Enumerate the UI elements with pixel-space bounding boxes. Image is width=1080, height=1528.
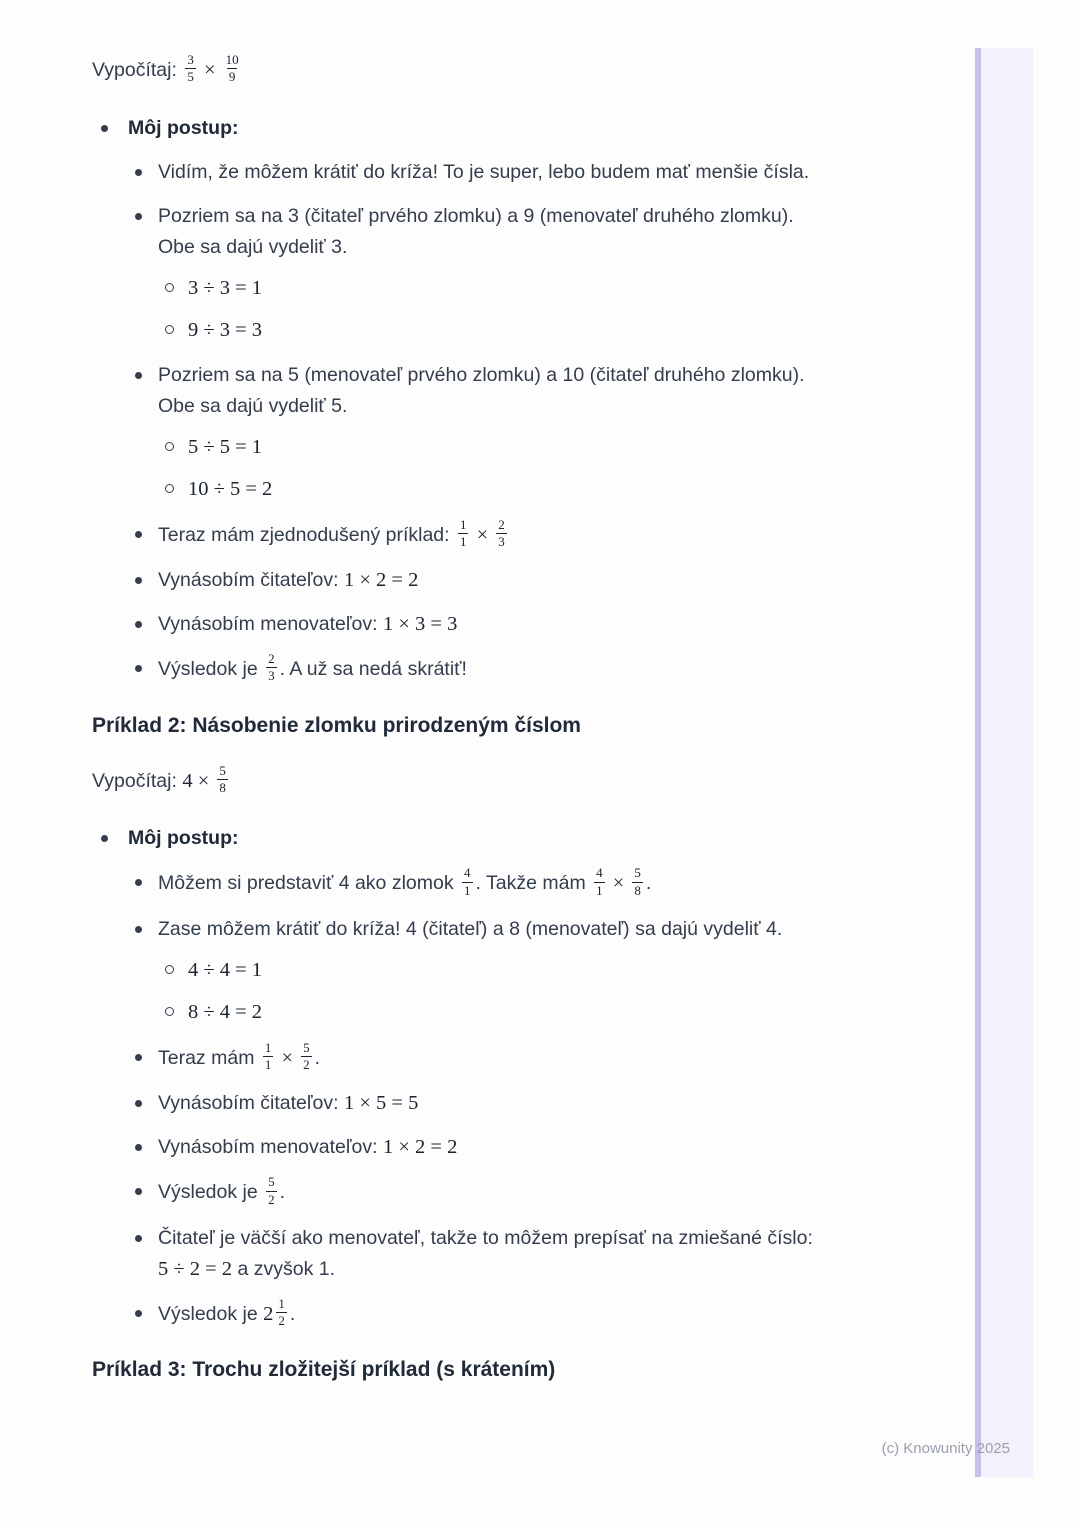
hollow-bullet-icon — [165, 965, 174, 974]
text-run: Vypočítaj: — [92, 769, 183, 792]
list-item-text — [128, 113, 816, 144]
fraction-numerator: 10 — [225, 52, 239, 67]
hollow-bullet-icon — [165, 1007, 174, 1016]
text-run: Vynásobím čitateľov: — [158, 1092, 344, 1115]
bullet-marker — [165, 477, 188, 501]
math-run: 3 ÷ 3 = 1 — [188, 276, 263, 299]
text-run: Pozriem sa na 3 (čitateľ prvého zlomku) a 9 (menovateľ druhého zlomku). Obe sa dajú vydeliť 3. — [158, 204, 794, 258]
list-item — [92, 914, 816, 945]
math-run: 1 × 2 = 2 — [343, 569, 419, 591]
text-run: . — [279, 1181, 286, 1204]
text-run: a zvyšok 1. — [232, 1257, 336, 1280]
text-run: Vidím, že môžem krátiť do kríža! To je super, lebo budem mať menšie čísla. — [158, 160, 810, 183]
bullet-marker — [135, 360, 158, 422]
list-item — [92, 157, 816, 188]
math-run: × — [607, 872, 630, 895]
bullet-icon — [135, 531, 142, 538]
fraction-denominator: 1 — [464, 882, 471, 898]
fraction — [217, 763, 228, 797]
fraction — [496, 517, 507, 551]
text-run: . A už sa nedá skrátiť! — [279, 657, 467, 680]
text-run: Môžem si predstaviť 4 ako zlomok — [158, 872, 460, 895]
bullet-icon — [135, 665, 142, 672]
list-item-text — [158, 360, 816, 422]
list-item — [92, 516, 816, 553]
bullet-marker — [135, 653, 158, 687]
fraction-numerator: 1 — [459, 516, 467, 532]
fraction — [301, 1040, 312, 1074]
fraction-denominator: 9 — [228, 69, 236, 85]
bullet-icon — [135, 1100, 142, 1107]
list-item-text — [188, 477, 816, 501]
text-run: . — [289, 1302, 296, 1325]
text-run: Čitateľ je väčší ako menovateľ, takže to môžem prepísať na zmiešané číslo: — [158, 1226, 813, 1249]
fraction-numerator: 1 — [278, 1295, 285, 1311]
fraction-numerator: 5 — [634, 865, 641, 881]
fraction — [462, 865, 473, 899]
math-run: 9 ÷ 3 = 3 — [188, 318, 263, 341]
fraction — [266, 1174, 277, 1208]
math-run: 2 — [263, 1302, 274, 1325]
list-item — [92, 1132, 816, 1163]
fraction-denominator: 3 — [498, 533, 505, 549]
bullet-icon — [135, 1310, 142, 1317]
fraction-denominator: 3 — [268, 668, 275, 684]
list-item — [92, 360, 816, 422]
bullet-icon — [101, 835, 108, 842]
hollow-bullet-icon — [165, 442, 174, 451]
text-run: Môj postup: — [128, 827, 239, 850]
list-item-text — [158, 1295, 816, 1332]
bullet-icon — [135, 926, 142, 933]
list-item — [92, 653, 816, 687]
math-run: × — [471, 523, 494, 546]
task-1 — [92, 54, 816, 88]
list-item — [92, 823, 816, 854]
list-item — [92, 318, 816, 342]
fraction-denominator: 1 — [596, 882, 603, 898]
text-run: Výsledok je — [158, 657, 264, 680]
fraction-denominator: 2 — [278, 1313, 285, 1329]
fraction — [185, 52, 196, 86]
math-run: 1 × 3 = 3 — [383, 613, 458, 635]
math-run: × — [276, 1046, 299, 1069]
hollow-bullet-icon — [165, 325, 174, 334]
math-run: 4 × — [182, 769, 215, 792]
list-item-text — [158, 201, 816, 263]
fraction — [632, 865, 643, 899]
fraction-numerator: 5 — [268, 1174, 275, 1190]
fraction-denominator: 2 — [268, 1191, 275, 1207]
bullet-marker — [165, 958, 188, 982]
list-item-text — [158, 653, 816, 687]
list-item-text — [158, 1132, 816, 1163]
fraction — [266, 651, 277, 685]
text-run: Vynásobím menovateľov: — [158, 613, 383, 635]
math-run: 10 ÷ 5 = 2 — [188, 477, 273, 500]
list-item — [92, 565, 816, 596]
math-run: × — [198, 58, 221, 81]
list-item — [92, 1223, 816, 1285]
list-item-text — [128, 823, 816, 854]
list-item-text — [158, 609, 816, 640]
list-item-text — [188, 276, 816, 300]
list-item — [92, 113, 816, 144]
bullet-marker — [135, 157, 158, 188]
list-item — [92, 1176, 816, 1210]
bullet-icon — [135, 1144, 142, 1151]
math-run: 8 ÷ 4 = 2 — [188, 1000, 263, 1023]
fraction-denominator: 5 — [187, 69, 194, 85]
fraction-denominator: 1 — [264, 1057, 272, 1073]
fraction-numerator: 1 — [264, 1039, 272, 1055]
bullet-marker — [135, 867, 158, 901]
math-run: 5 ÷ 5 = 1 — [188, 435, 263, 458]
text-run: . Takže mám — [475, 872, 592, 895]
document-content — [92, 40, 816, 1410]
fraction-numerator: 2 — [268, 651, 275, 666]
bullet-icon — [101, 125, 108, 132]
steps-example-2 — [92, 823, 816, 1331]
list-item — [92, 1088, 816, 1119]
page-edge-accent-panel — [975, 48, 1033, 1477]
example-3-heading: Príklad 3: Trochu zložitejší príklad (s krátením) — [92, 1358, 556, 1382]
bullet-icon — [135, 372, 142, 379]
hollow-bullet-icon — [165, 484, 174, 493]
fraction — [458, 517, 469, 551]
bullet-marker — [135, 519, 158, 553]
fraction-numerator: 5 — [303, 1039, 310, 1055]
text-run: Teraz mám — [158, 1046, 260, 1069]
math-run: 5 ÷ 2 = 2 — [158, 1257, 233, 1280]
list-item-text — [188, 1000, 816, 1024]
bullet-icon — [135, 213, 142, 220]
list-item — [92, 609, 816, 640]
list-item — [92, 276, 816, 300]
list-item-text — [158, 1176, 816, 1210]
bullet-marker — [165, 435, 188, 459]
text-run: Teraz mám zjednodušený príklad: — [158, 523, 455, 546]
bullet-marker — [165, 276, 188, 300]
fraction — [263, 1040, 274, 1074]
bullet-marker — [135, 1176, 158, 1210]
list-item-text — [158, 157, 816, 188]
fraction — [276, 1296, 287, 1330]
math-run: 1 × 5 = 5 — [343, 1092, 419, 1115]
text-run: Výsledok je — [158, 1302, 264, 1325]
fraction-denominator: 8 — [634, 882, 641, 898]
bullet-icon — [135, 577, 142, 584]
text-run: . — [645, 872, 652, 895]
bullet-icon — [135, 879, 142, 886]
bullet-icon — [135, 169, 142, 176]
text-run: Zase môžem krátiť do kríža! 4 (čitateľ) a 8 (menovateľ) sa dajú vydeliť 4. — [158, 917, 783, 940]
list-item — [92, 435, 816, 459]
bullet-marker — [165, 1000, 188, 1024]
list-item — [92, 201, 816, 263]
fraction — [594, 865, 605, 899]
bullet-icon — [135, 1235, 142, 1242]
text-run: Vynásobím čitateľov: — [158, 569, 344, 591]
text-run: Môj postup: — [128, 116, 239, 139]
bullet-marker — [135, 1088, 158, 1119]
list-item-text — [188, 435, 816, 459]
bullet-marker — [101, 823, 128, 854]
bullet-marker — [135, 1223, 158, 1285]
fraction-numerator: 4 — [596, 865, 603, 881]
bullet-marker — [135, 1132, 158, 1163]
list-item-text — [158, 516, 816, 553]
fraction-numerator: 4 — [464, 865, 471, 881]
fraction-numerator: 5 — [219, 762, 226, 778]
list-item-text — [158, 867, 816, 901]
bullet-icon — [135, 1054, 142, 1061]
fraction-denominator: 8 — [219, 780, 226, 796]
math-run: 1 × 2 = 2 — [383, 1136, 458, 1159]
list-item — [92, 867, 816, 901]
list-item-text — [158, 1039, 816, 1076]
bullet-marker — [135, 914, 158, 945]
copyright-note: (c) Knowunity 2025 — [881, 1440, 1010, 1457]
list-item-text — [188, 958, 816, 982]
hollow-bullet-icon — [165, 283, 174, 292]
text-run: Vynásobím menovateľov: — [158, 1136, 383, 1159]
list-item-text — [158, 1223, 816, 1285]
fraction-numerator: 2 — [498, 516, 505, 532]
math-run: 4 ÷ 4 = 1 — [188, 958, 263, 981]
list-item — [92, 1295, 816, 1332]
list-item — [92, 1039, 816, 1076]
example-2-heading: Príklad 2: Násobenie zlomku prirodzeným číslom — [92, 713, 581, 737]
bullet-icon — [135, 621, 142, 628]
text-run: . — [314, 1046, 321, 1069]
steps-example-1 — [92, 113, 816, 687]
bullet-marker — [135, 1298, 158, 1332]
list-item-text — [158, 1088, 816, 1119]
text-run: Pozriem sa na 5 (menovateľ prvého zlomku) a 10 (čitateľ druhého zlomku). Obe sa dajú vydeliť 5. — [158, 363, 805, 417]
bullet-marker — [135, 565, 158, 596]
bullet-marker — [135, 201, 158, 263]
task-2 — [92, 762, 816, 799]
bullet-marker — [101, 113, 128, 144]
list-item-text — [158, 565, 816, 596]
text-run: Vypočítaj: — [92, 58, 183, 81]
bullet-marker — [165, 318, 188, 342]
bullet-icon — [135, 1188, 142, 1195]
text-run: Výsledok je — [158, 1181, 264, 1204]
list-item — [92, 958, 816, 982]
fraction-numerator: 3 — [187, 52, 194, 67]
fraction-denominator: 1 — [459, 533, 467, 549]
fraction — [224, 52, 241, 86]
list-item — [92, 1000, 816, 1024]
bullet-marker — [135, 1042, 158, 1076]
list-item-text — [158, 914, 816, 945]
list-item — [92, 477, 816, 501]
list-item-text — [188, 318, 816, 342]
fraction-denominator: 2 — [303, 1057, 310, 1073]
bullet-marker — [135, 609, 158, 640]
